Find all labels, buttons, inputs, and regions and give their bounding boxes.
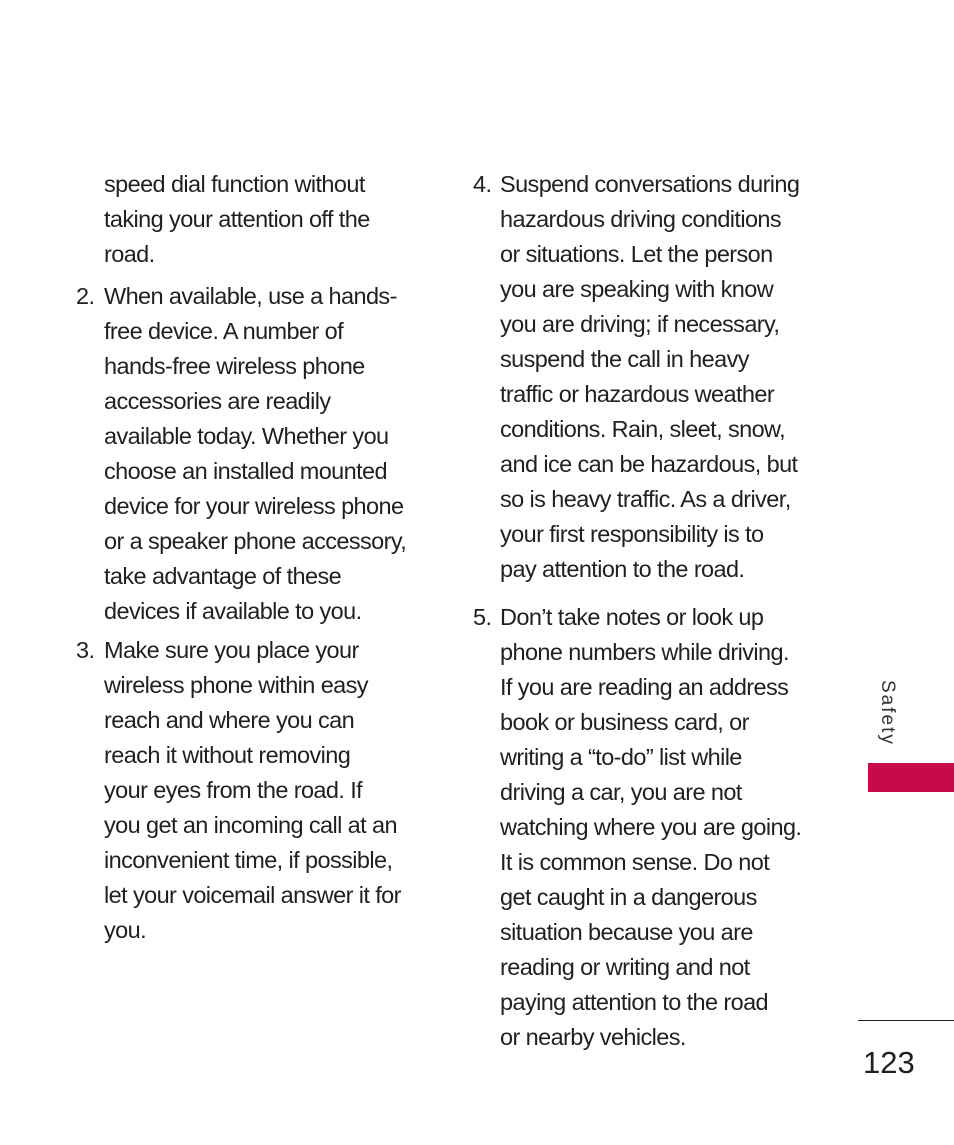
text-line: traffic or hazardous weather — [500, 381, 775, 407]
item-number: 5. — [473, 604, 492, 630]
text-line: It is common sense. Do not — [500, 849, 770, 875]
text-line: get caught in a dangerous — [500, 884, 757, 910]
text-line: so is heavy traffic. As a driver, — [500, 486, 791, 512]
text-line: free device. A number of — [104, 318, 344, 344]
text-line: reading or writing and not — [500, 954, 750, 980]
text-line: you get an incoming call at an — [104, 812, 397, 838]
text-line: Make sure you place your — [104, 637, 359, 663]
text-line: pay attention to the road. — [500, 556, 745, 582]
text-line: Don’t take notes or look up — [500, 604, 764, 630]
item-number: 3. — [76, 637, 95, 663]
text-line: Suspend conversations during — [500, 171, 800, 197]
text-line: speed dial function without — [104, 171, 365, 197]
text-line: road. — [104, 241, 155, 267]
text-line: taking your attention off the — [104, 206, 370, 232]
text-line: choose an installed mounted — [104, 458, 387, 484]
text-line: devices if available to you. — [104, 598, 362, 624]
item-text — [104, 167, 370, 272]
item-number: 4. — [473, 171, 492, 197]
text-line: you are driving; if necessary, — [500, 311, 780, 337]
item-text — [104, 633, 401, 948]
text-line: hands-free wireless phone — [104, 353, 365, 379]
item-text — [500, 600, 801, 1055]
text-line: or nearby vehicles. — [500, 1024, 686, 1050]
text-line: paying attention to the road — [500, 989, 769, 1015]
text-line: take advantage of these — [104, 563, 342, 589]
text-line: hazardous driving conditions — [500, 206, 782, 232]
page-number: 123 — [863, 1045, 915, 1080]
text-line: you. — [104, 917, 147, 943]
section-tab-label — [872, 680, 902, 755]
text-line: you are speaking with know — [500, 276, 774, 302]
text-line: conditions. Rain, sleet, snow, — [500, 416, 786, 442]
text-line: phone numbers while driving. — [500, 639, 789, 665]
text-line: accessories are readily — [104, 388, 331, 414]
text-line: and ice can be hazardous, but — [500, 451, 798, 477]
text-line: If you are reading an address — [500, 674, 789, 700]
text-line: or situations. Let the person — [500, 241, 773, 267]
text-line: device for your wireless phone — [104, 493, 404, 519]
text-line: inconvenient time, if possible, — [104, 847, 393, 873]
text-line: let your voicemail answer it for — [104, 882, 401, 908]
text-line: your first responsibility is to — [500, 521, 764, 547]
section-tab-text: Safety — [877, 680, 898, 746]
text-line: driving a car, you are not — [500, 779, 742, 805]
text-line: available today. Whether you — [104, 423, 389, 449]
item-text — [104, 279, 406, 629]
item-text — [500, 167, 799, 587]
text-line: suspend the call in heavy — [500, 346, 749, 372]
footer-rule — [858, 1020, 954, 1021]
text-line: When available, use a hands- — [104, 283, 397, 309]
text-line: wireless phone within easy — [104, 672, 368, 698]
section-tab-marker — [868, 763, 954, 792]
text-line: reach and where you can — [104, 707, 355, 733]
text-line: situation because you are — [500, 919, 753, 945]
text-line: book or business card, or — [500, 709, 749, 735]
text-line: or a speaker phone accessory, — [104, 528, 407, 554]
text-line: watching where you are going. — [500, 814, 802, 840]
item-number: 2. — [76, 283, 95, 309]
text-line: reach it without removing — [104, 742, 351, 768]
text-line: writing a “to-do” list while — [500, 744, 742, 770]
text-line: your eyes from the road. If — [104, 777, 363, 803]
